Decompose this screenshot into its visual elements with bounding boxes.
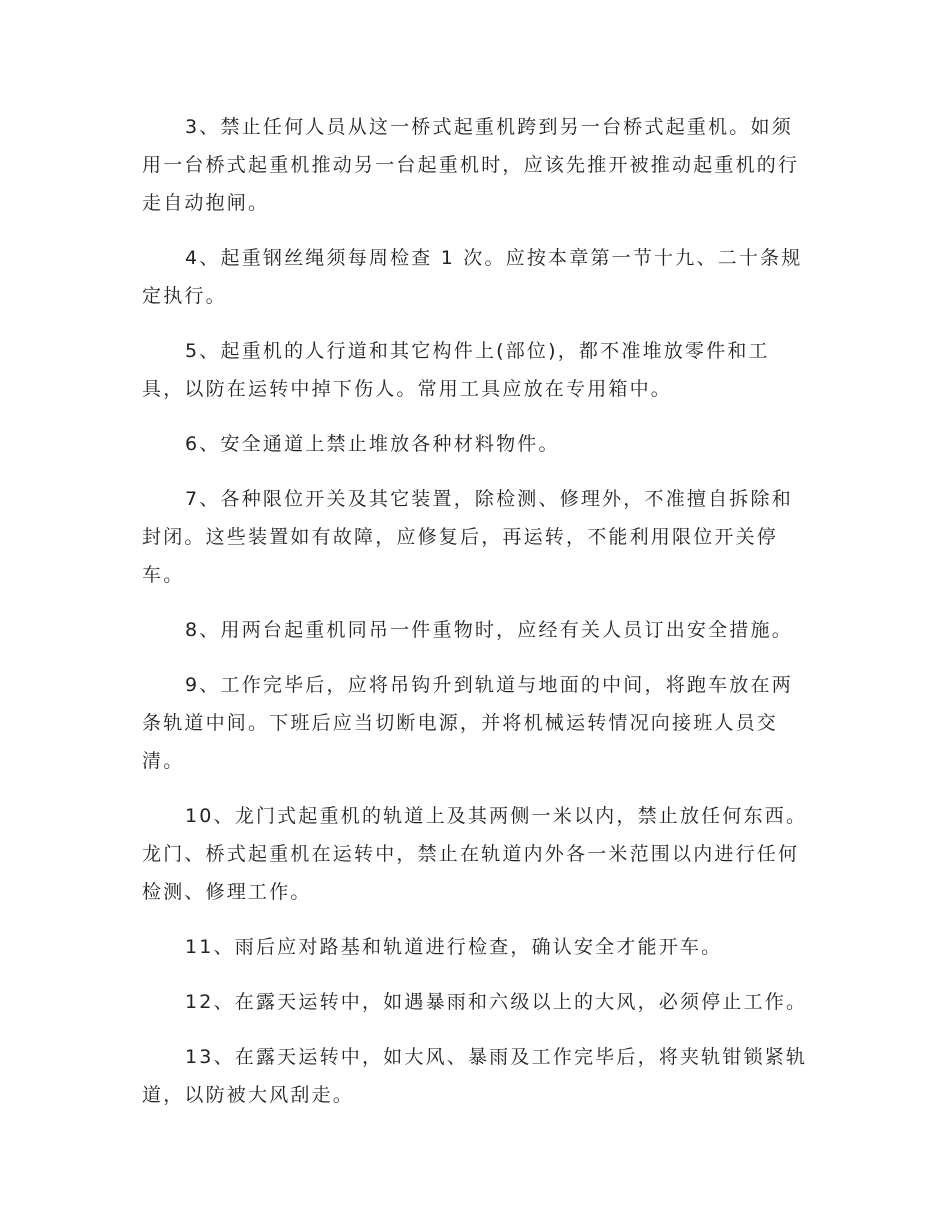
paragraph-rule-11: 11、雨后应对路基和轨道进行检查，确认安全才能开车。 — [185, 936, 723, 958]
paragraph-rule-13: 13、在露天运转中，如大风、暴雨及工作完毕后，将夹轨钳锁紧轨道，以防被大风刮走。 — [142, 1046, 808, 1106]
paragraph-rule-8: 8、用两台起重机同吊一件重物时，应经有关人员订出安全措施。 — [185, 619, 793, 641]
paragraph-rule-5: 5、起重机的人行道和其它构件上(部位)，都不准堆放零件和工具，以防在运转中掉下伤人。常用工具应放在专用箱中。 — [142, 340, 770, 400]
paragraph-rule-3: 3、禁止任何人员从这一桥式起重机跨到另一台桥式起重机。如须用一台桥式起重机推动另一台起重机时，应该先推开被推动起重机的行走自动抱闸。 — [142, 116, 800, 214]
document-body — [142, 108, 810, 1131]
paragraph-rule-6: 6、安全通道上禁止堆放各种材料物件。 — [185, 433, 560, 455]
paragraph-rule-10: 10、龙门式起重机的轨道上及其两侧一米以内，禁止放任何东西。龙门、桥式起重机在运转中，禁止在轨道内外各一米范围以内进行任何检测、修理工作。 — [142, 805, 808, 903]
paragraph-rule-4: 4、起重钢丝绳须每周检查 1 次。应按本章第一节十九、二十条规定执行。 — [142, 247, 803, 307]
paragraph-rule-7: 7、各种限位开关及其它装置，除检测、修理外，不准擅自拆除和封闭。这些装置如有故障，应修复后，再运转，不能利用限位开关停车。 — [142, 488, 793, 586]
paragraph-rule-12: 12、在露天运转中，如遇暴雨和六级以上的大风，必须停止工作。 — [185, 991, 808, 1013]
paragraph-rule-9: 9、工作完毕后，应将吊钩升到轨道与地面的中间，将跑车放在两条轨道中间。下班后应当切断电源，并将机械运转情况向接班人员交清。 — [142, 674, 793, 772]
